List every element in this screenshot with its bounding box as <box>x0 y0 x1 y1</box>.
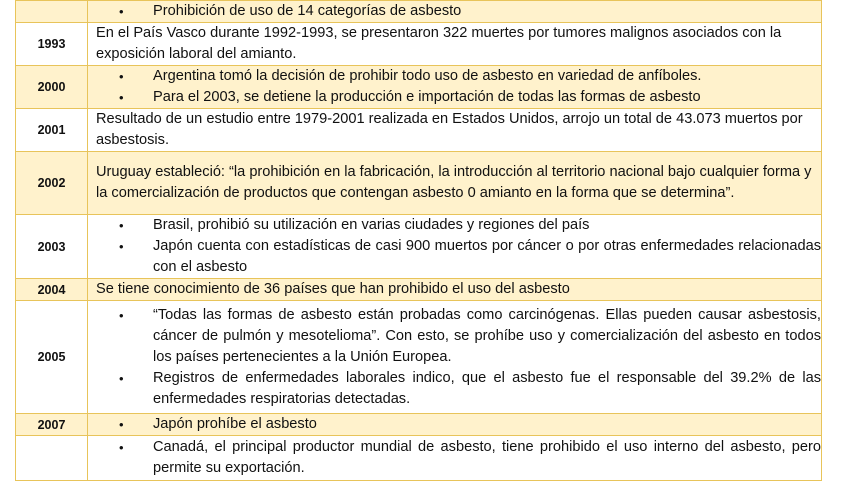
year-cell <box>16 1 88 23</box>
event-text: Resultado de un estudio entre 1979-2001 realizada en Estados Unidos, arrojo un total de 43.073 muertos por asbestosis. <box>96 111 803 148</box>
page-margin <box>0 0 14 470</box>
event-cell <box>88 152 822 215</box>
event-bullet-text: Japón cuenta con estadísticas de casi 900 muertos por cáncer o por otras enfermedades relacionadas con el asbesto <box>153 238 821 275</box>
event-text: Se tiene conocimiento de 36 países que han prohibido el uso del asbesto <box>96 281 570 297</box>
year-cell: 1993 <box>16 23 88 66</box>
event-bullet-item <box>87 1 821 22</box>
timeline-row <box>16 215 822 279</box>
event-bullet-item <box>87 87 821 108</box>
bullet-icon: • <box>119 4 124 19</box>
event-bullet-list <box>88 437 821 479</box>
event-bullet-item <box>87 236 821 278</box>
timeline-row <box>16 436 822 481</box>
bullet-icon: • <box>119 370 124 386</box>
timeline-row <box>16 66 822 109</box>
timeline-body <box>16 1 822 481</box>
event-bullet-list <box>88 1 821 22</box>
year-cell: 2001 <box>16 109 88 152</box>
year-cell: 2003 <box>16 215 88 279</box>
timeline-row <box>16 1 822 23</box>
event-text: Uruguay estableció: “la prohibición en la fabricación, la introducción al territorio nacional bajo cualquier forma y la comercialización de productos que contengan asbesto 0 amianto en la forma que se determina”. <box>96 164 812 201</box>
event-cell <box>88 23 822 66</box>
event-cell <box>88 279 822 301</box>
event-bullet-item <box>87 215 821 236</box>
event-bullet-text: Argentina tomó la decisión de prohibir todo uso de asbesto en variedad de anfíboles. <box>153 68 702 84</box>
timeline-row <box>16 152 822 215</box>
bullet-icon: • <box>119 307 124 323</box>
year-cell: 2005 <box>16 301 88 414</box>
event-bullet-list <box>88 66 821 108</box>
bullet-icon: • <box>119 90 124 105</box>
event-bullet-item <box>87 414 821 435</box>
event-bullet-text: Para el 2003, se detiene la producción e importación de todas las formas de asbesto <box>153 89 701 105</box>
event-bullet-text: Canadá, el principal productor mundial de asbesto, tiene prohibido el uso interno del asbesto, pero permite su exportación. <box>153 439 821 476</box>
event-cell <box>88 1 822 23</box>
bullet-icon: • <box>119 218 124 233</box>
asbestos-timeline-table <box>15 0 822 481</box>
timeline-row <box>16 414 822 436</box>
event-cell <box>88 109 822 152</box>
event-bullet-item <box>87 437 821 479</box>
year-cell <box>16 436 88 481</box>
event-bullet-list <box>88 414 821 435</box>
year-cell: 2004 <box>16 279 88 301</box>
timeline-row <box>16 109 822 152</box>
event-bullet-item <box>87 368 821 410</box>
event-cell <box>88 66 822 109</box>
event-cell <box>88 301 822 414</box>
bullet-icon: • <box>119 239 124 254</box>
year-cell: 2000 <box>16 66 88 109</box>
bullet-icon: • <box>119 69 124 84</box>
event-bullet-text: Prohibición de uso de 14 categorías de asbesto <box>153 3 462 19</box>
timeline-row <box>16 279 822 301</box>
event-text: En el País Vasco durante 1992-1993, se presentaron 322 muertes por tumores malignos asociados con la exposición laboral del amianto. <box>96 25 782 62</box>
year-cell: 2002 <box>16 152 88 215</box>
event-cell <box>88 215 822 279</box>
year-cell: 2007 <box>16 414 88 436</box>
event-bullet-text: “Todas las formas de asbesto están probadas como carcinógenas. Ellas pueden causar asbestosis, cáncer de pulmón y mesotelioma”. Con esto, se prohíbe uso y comercialización del asbesto en todos los países pertenecientes a la Unión Europea. <box>153 306 821 365</box>
event-bullet-list <box>88 305 821 410</box>
event-bullet-list <box>88 215 821 278</box>
event-bullet-item <box>87 66 821 87</box>
event-bullet-text: Japón prohíbe el asbesto <box>153 416 317 432</box>
event-cell <box>88 414 822 436</box>
bullet-icon: • <box>119 417 124 432</box>
event-bullet-text: Brasil, prohibió su utilización en varias ciudades y regiones del país <box>153 217 590 233</box>
event-bullet-text: Registros de enfermedades laborales indico, que el asbesto fue el responsable del 39.2% de las enfermedades respiratorias detectadas. <box>153 369 821 407</box>
event-cell <box>88 436 822 481</box>
timeline-row <box>16 301 822 414</box>
timeline-row <box>16 23 822 66</box>
event-bullet-item <box>87 305 821 368</box>
bullet-icon: • <box>119 440 124 455</box>
